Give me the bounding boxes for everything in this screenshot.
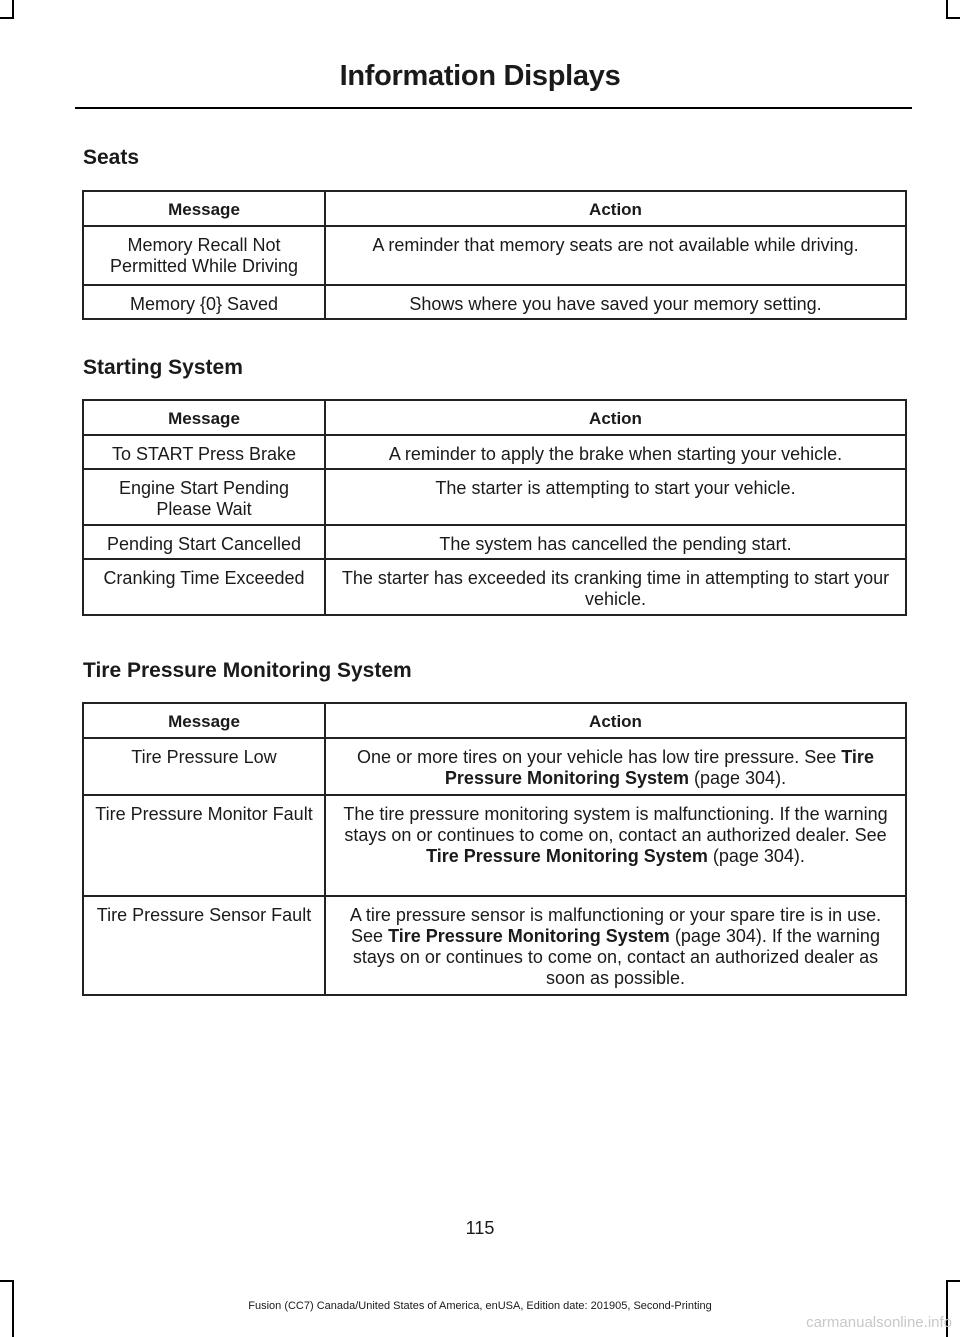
crop-mark	[0, 1280, 14, 1282]
action-cell: Shows where you have saved your memory setting.	[325, 285, 906, 319]
action-cell	[325, 738, 906, 795]
table-row	[83, 226, 906, 285]
watermark: carmanualsonline.info	[806, 1314, 952, 1331]
page-header-title: Information Displays	[339, 60, 621, 92]
crop-mark	[946, 17, 960, 19]
action-cell	[325, 896, 906, 995]
seats-table	[82, 190, 907, 320]
tpms-table	[82, 702, 907, 996]
message-cell: Cranking Time Exceeded	[83, 559, 325, 615]
cross-reference-link[interactable]: Tire Pressure Monitoring System	[426, 846, 708, 866]
page-reference: (page 304). If the warning stays on or continues to come on, contact an authorized dealer as soon as possible.	[352, 926, 880, 988]
crop-mark	[12, 0, 14, 18]
cross-reference-link[interactable]: Tire Pressure Monitoring System	[388, 926, 670, 946]
action-text: The tire pressure monitoring system is malfunctioning. If the warning stays on or continues to come on, contact an authorized dealer. See	[343, 804, 888, 845]
table-row	[83, 525, 906, 559]
action-cell: A reminder to apply the brake when starting your vehicle.	[325, 435, 906, 469]
crop-mark	[0, 17, 14, 19]
page-reference: (page 304).	[707, 846, 805, 866]
action-cell: The system has cancelled the pending start.	[325, 525, 906, 559]
message-cell: Tire Pressure Sensor Fault	[83, 896, 325, 995]
table-row	[83, 435, 906, 469]
action-cell: The starter is attempting to start your vehicle.	[325, 469, 906, 525]
table-row	[83, 469, 906, 525]
section-title-tpms: Tire Pressure Monitoring System	[83, 659, 412, 682]
action-cell	[325, 795, 906, 896]
column-header-message: Message	[83, 400, 325, 435]
action-text: A tire pressure sensor is malfunctioning or your spare tire is in use. See	[349, 905, 882, 946]
column-header-action: Action	[325, 191, 906, 226]
edition-footer: Fusion (CC7) Canada/United States of America, enUSA, Edition date: 201905, Second-Printing	[248, 1300, 712, 1312]
table-row	[83, 559, 906, 615]
table-row	[83, 285, 906, 319]
section-title-starting-system: Starting System	[83, 356, 243, 379]
message-cell: Tire Pressure Low	[83, 738, 325, 795]
table-row	[83, 896, 906, 995]
message-cell: Engine Start Pending Please Wait	[83, 469, 325, 525]
table-row	[83, 738, 906, 795]
header-rule	[75, 107, 912, 109]
message-cell: Memory Recall Not Permitted While Driving	[83, 226, 325, 285]
table-header-row	[83, 400, 906, 435]
page-number: 115	[465, 1218, 495, 1238]
column-header-message: Message	[83, 703, 325, 738]
action-text: One or more tires on your vehicle has low tire pressure. See	[357, 747, 842, 767]
message-cell: Pending Start Cancelled	[83, 525, 325, 559]
message-cell: Tire Pressure Monitor Fault	[83, 795, 325, 896]
action-cell: A reminder that memory seats are not available while driving.	[325, 226, 906, 285]
table-header-row	[83, 191, 906, 226]
starting-system-table	[82, 399, 907, 616]
cross-reference-link[interactable]: Tire Pressure Monitoring System	[444, 747, 874, 788]
action-cell: The starter has exceeded its cranking time in attempting to start your vehicle.	[325, 559, 906, 615]
section-title-seats: Seats	[83, 146, 140, 169]
table-row	[83, 795, 906, 896]
column-header-message: Message	[83, 191, 325, 226]
message-cell: To START Press Brake	[83, 435, 325, 469]
page-reference: (page 304).	[689, 768, 787, 788]
table-header-row	[83, 703, 906, 738]
column-header-action: Action	[325, 703, 906, 738]
message-cell: Memory {0} Saved	[83, 285, 325, 319]
column-header-action: Action	[325, 400, 906, 435]
crop-mark	[946, 0, 948, 18]
crop-mark	[946, 1280, 960, 1282]
